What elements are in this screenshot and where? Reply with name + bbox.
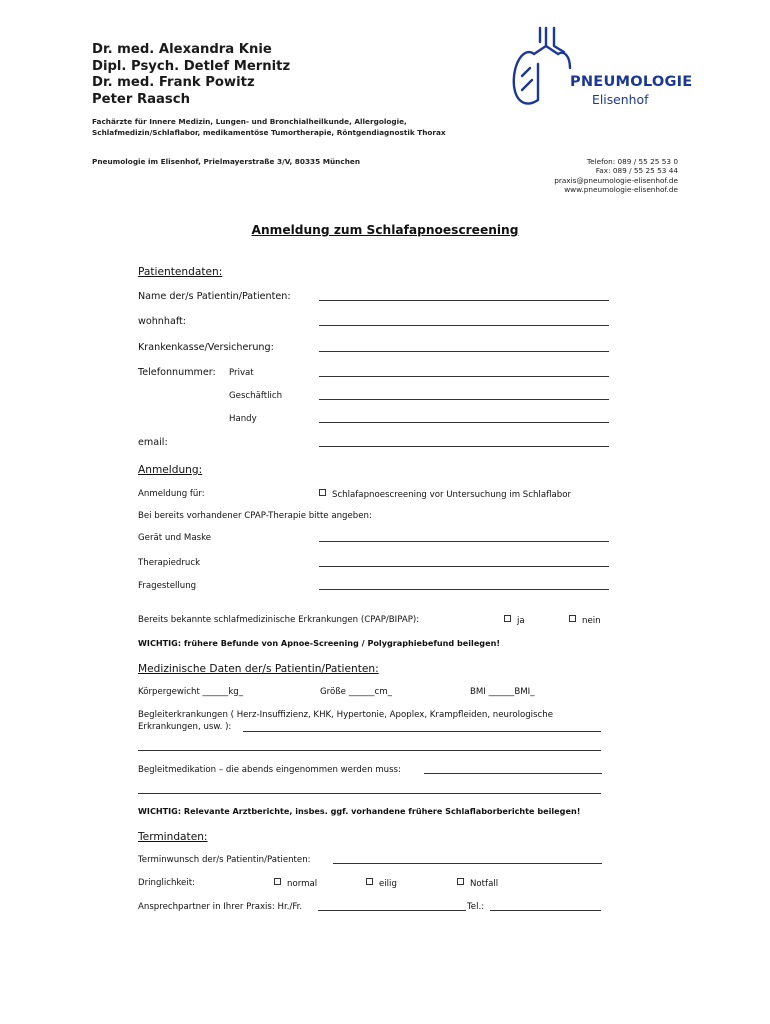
comorbidities-field-2[interactable]	[138, 750, 601, 751]
phone-business-field[interactable]	[319, 399, 609, 400]
yes-checkbox[interactable]	[504, 615, 511, 622]
phone-mobile-label: Handy	[229, 414, 257, 424]
appointment-section-heading: Termindaten:	[138, 831, 208, 843]
fax-text: Fax: 089 / 55 25 53 44	[595, 166, 678, 176]
prior-findings-warning: WICHTIG: frühere Befunde von Apnoe-Screening / Polygraphiebefund beilegen!	[138, 638, 501, 648]
logo-text: PNEUMOLOGIE	[570, 73, 693, 90]
doctor-name: Peter Raasch	[92, 91, 190, 107]
email-field[interactable]	[319, 446, 609, 447]
known-yes-option[interactable]	[504, 615, 525, 626]
urgency-emergency-option[interactable]	[457, 878, 498, 889]
emergency-checkbox[interactable]	[457, 878, 464, 885]
urgent-checkbox[interactable]	[366, 878, 373, 885]
weight-field[interactable]: Körpergewicht ______kg_	[138, 687, 244, 697]
phone-label: Telefonnummer:	[138, 367, 216, 378]
cpap-note: Bei bereits vorhandener CPAP-Therapie bitte angeben:	[138, 511, 372, 521]
specialties	[92, 116, 446, 138]
specialties-line: Fachärzte für Innere Medizin, Lungen- und Bronchialheilkunde, Allergologie,	[92, 117, 407, 126]
bmi-field[interactable]: BMI ______BMI_	[470, 687, 535, 697]
form-title: Anmeldung zum Schlafapnoescreening	[251, 223, 519, 237]
phone-private-field[interactable]	[319, 376, 609, 377]
website-text: www.pneumologie-elisenhof.de	[564, 185, 678, 195]
address-label: wohnhaft:	[138, 316, 187, 327]
device-field[interactable]	[319, 541, 609, 542]
pressure-field[interactable]	[319, 566, 609, 567]
doctor-list	[92, 42, 290, 108]
contact-block	[554, 157, 678, 195]
device-label: Gerät und Maske	[138, 533, 212, 543]
patient-name-field[interactable]	[319, 300, 609, 301]
practice-logo	[508, 24, 693, 120]
height-field[interactable]: Größe ______cm_	[320, 687, 392, 697]
screening-option[interactable]	[319, 489, 571, 500]
doctor-name: Dr. med. Alexandra Knie	[92, 42, 272, 57]
no-checkbox[interactable]	[569, 615, 576, 622]
phone-business-label: Geschäftlich	[229, 391, 283, 401]
normal-checkbox[interactable]	[274, 878, 281, 885]
screening-option-label: Schlafapnoescreening vor Untersuchung im Schlaflabor	[332, 490, 572, 500]
comorbidities-label-2: Erkrankungen, usw. ):	[138, 722, 232, 732]
appointment-wish-field[interactable]	[333, 863, 602, 864]
email-label: email:	[138, 437, 168, 448]
doctor-name: Dipl. Psych. Detlef Mernitz	[92, 58, 291, 74]
insurance-field[interactable]	[319, 351, 609, 352]
registration-for-label: Anmeldung für:	[138, 489, 205, 499]
address-field[interactable]	[319, 325, 609, 326]
contact-tel-field[interactable]	[490, 910, 601, 911]
reports-warning: WICHTIG: Relevante Arztberichte, insbes. ggf. vorhandene frühere Schlaflaborberichte beilegen!	[138, 806, 581, 816]
phone-private-label: Privat	[229, 368, 254, 378]
known-disorders-label: Bereits bekannte schlafmedizinische Erkrankungen (CPAP/BIPAP):	[138, 615, 420, 625]
medication-field-2[interactable]	[138, 793, 601, 794]
screening-checkbox[interactable]	[319, 489, 326, 496]
phone-mobile-field[interactable]	[319, 422, 609, 423]
emergency-label: Notfall	[470, 879, 499, 889]
known-no-option[interactable]	[569, 615, 601, 626]
urgency-urgent-option[interactable]	[366, 878, 397, 889]
phone-text: Telefon: 089 / 55 25 53 0	[586, 157, 678, 166]
doctor-name: Dr. med. Frank Powitz	[92, 75, 255, 90]
insurance-label: Krankenkasse/Versicherung:	[138, 342, 274, 353]
logo-subtext: Elisenhof	[592, 92, 649, 107]
contact-person-field[interactable]	[318, 910, 466, 911]
urgent-label: eilig	[379, 879, 397, 889]
comorbidities-label: Begleiterkrankungen ( Herz-Insuffizienz, KHK, Hypertonie, Apoplex, Krampfleiden, neurologische	[138, 710, 553, 720]
appointment-wish-label: Terminwunsch der/s Patientin/Patienten:	[138, 855, 311, 865]
question-field[interactable]	[319, 589, 609, 590]
yes-label: ja	[517, 616, 525, 626]
registration-section-heading: Anmeldung:	[138, 464, 203, 476]
pressure-label: Therapiedruck	[138, 558, 201, 568]
question-label: Fragestellung	[138, 581, 197, 591]
urgency-label: Dringlichkeit:	[138, 878, 195, 888]
no-label: nein	[582, 616, 601, 626]
contact-tel-label: Tel.:	[467, 902, 485, 912]
contact-person-label: Ansprechpartner in Ihrer Praxis: Hr./Fr.	[138, 902, 303, 912]
medical-section-heading: Medizinische Daten der/s Patientin/Patienten:	[138, 663, 379, 675]
email-text: praxis@pneumologie-elisenhof.de	[554, 175, 678, 185]
practice-address: Pneumologie im Elisenhof, Prielmayerstraße 3/V, 80335 München	[92, 157, 361, 166]
urgency-normal-option[interactable]	[274, 878, 317, 889]
lungs-icon	[508, 24, 578, 114]
comorbidities-field[interactable]	[243, 731, 601, 732]
specialties-line: Schlafmedizin/Schlaflabor, medikamentöse Tumortherapie, Röntgendiagnostik Thorax	[92, 128, 446, 137]
patient-section-heading: Patientendaten:	[138, 266, 223, 278]
patient-name-label: Name der/s Patientin/Patienten:	[138, 291, 291, 302]
medication-field[interactable]	[424, 773, 602, 774]
normal-label: normal	[287, 879, 318, 889]
medication-label: Begleitmedikation – die abends eingenommen werden muss:	[138, 765, 401, 775]
